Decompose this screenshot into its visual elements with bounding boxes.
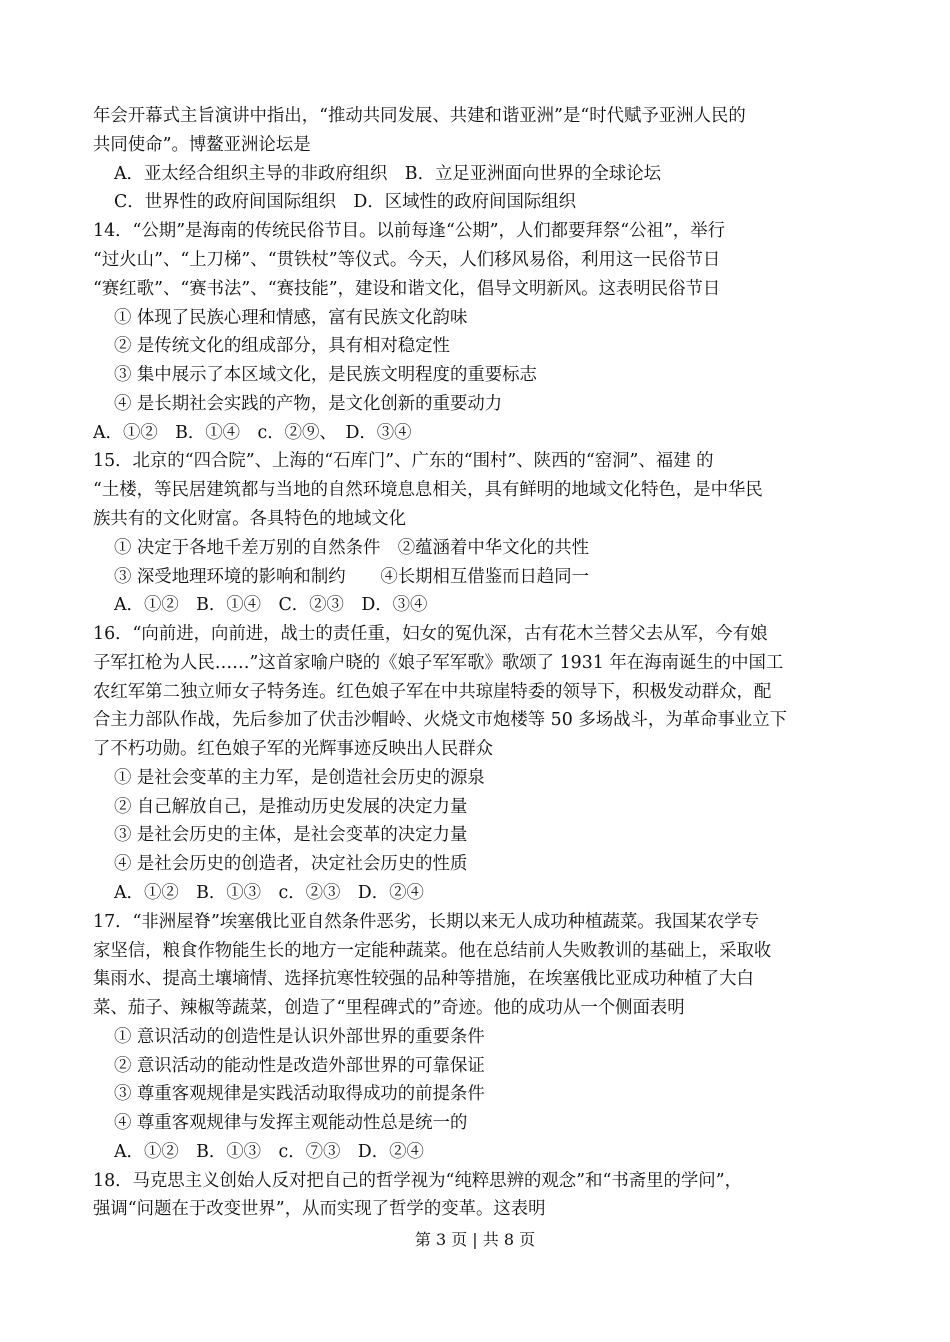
q15-statement: ③ 深受地理环境的影响和制约 ④长期相互借鉴而日趋同一 bbox=[114, 567, 590, 587]
q16-stem-line: 了不朽功勋。红色娘子军的光辉事迹反映出人民群众 bbox=[93, 739, 493, 759]
q14-stem-line: “赛红歌”、“赛书法”、“赛技能”，建设和谐文化，倡导文明新风。这表明民俗节日 bbox=[93, 279, 721, 299]
q15-stem-line: 15．北京的“四合院”、上海的“石库门”、广东的“围村”、陕西的“窑洞”、福建 的 bbox=[93, 451, 714, 471]
q14-statement: ② 是传统文化的组成部分，具有相对稳定性 bbox=[114, 336, 450, 356]
q14-stem-line: 14．“公期”是海南的传统民俗节目。以前每逢“公期”，人们都要拜祭“公祖”，举行 bbox=[93, 221, 725, 241]
q17-stem-line: 集雨水、提高土壤墒情、选择抗寒性较强的品种等措施，在埃塞俄比亚成功种植了大白 bbox=[93, 969, 754, 989]
q16-statement: ④ 是社会历史的创造者，决定社会历史的性质 bbox=[114, 854, 468, 874]
q17-stem-line: 家坚信，粮食作物能生长的地方一定能种蔬菜。他在总结前人失败教训的基础上，采取收 bbox=[93, 941, 772, 961]
q17-stem-line: 菜、茄子、辣椒等蔬菜，创造了“里程碑式的”奇迹。他的成功从一个侧面表明 bbox=[93, 998, 685, 1018]
q14-stem-line: “过火山”、“上刀梯”、“贯铁杖”等仪式。今天，人们移风易俗，利用这一民俗节日 bbox=[93, 250, 721, 270]
page-footer: 第 3 页 | 共 8 页 bbox=[414, 1230, 536, 1249]
q14-statement: ④ 是长期社会实践的产物，是文化创新的重要动力 bbox=[114, 394, 503, 414]
q17-statement: ① 意识活动的创造性是认识外部世界的重要条件 bbox=[114, 1027, 485, 1047]
q18-stem-line: 强调“问题在于改变世界”，从而实现了哲学的变革。这表明 bbox=[93, 1199, 546, 1219]
q16-statement: ① 是社会变革的主力军，是创造社会历史的源泉 bbox=[114, 768, 485, 788]
q13-options-line: A．亚太经合组织主导的非政府组织 B．立足亚洲面向世界的全球论坛 bbox=[114, 164, 662, 184]
q16-stem-line: 农红军第二独立师女子特务连。红色娘子军在中共琼崖特委的领导下，积极发动群众，配 bbox=[93, 682, 772, 702]
q17-statement: ③ 尊重客观规律是实践活动取得成功的前提条件 bbox=[114, 1084, 485, 1104]
q15-statement: ① 决定于各地千差万别的自然条件 ②蕴涵着中华文化的共性 bbox=[114, 538, 590, 558]
q14-statement: ③ 集中展示了本区域文化，是民族文明程度的重要标志 bbox=[114, 365, 537, 385]
q13-stem-line: 年会开幕式主旨演讲中指出，“推动共同发展、共建和谐亚洲”是“时代赋予亚洲人民的 bbox=[93, 106, 746, 126]
q16-options-line: A．①② B．①③ c．②③ D．②④ bbox=[114, 883, 424, 903]
q17-options-line: A．①② B．①③ c．⑦③ D．②④ bbox=[114, 1142, 424, 1162]
q16-stem-line: 子军扛枪为人民……”这首家喻户晓的《娘子军军歌》歌颂了 1931 年在海南诞生的中国工 bbox=[93, 653, 784, 673]
q17-statement: ④ 尊重客观规律与发挥主观能动性总是统一的 bbox=[114, 1113, 468, 1133]
q16-stem-line: 16．“向前进，向前进，战士的责任重，妇女的冤仇深，古有花木兰替父去从军，今有娘 bbox=[93, 624, 768, 644]
q14-statement: ① 体现了民族心理和情感，富有民族文化韵味 bbox=[114, 308, 468, 328]
q18-stem-line: 18．马克思主义创始人反对把自己的哲学视为“纯粹思辨的观念”和“书斋里的学问”， bbox=[93, 1171, 742, 1191]
q17-stem-line: 17．“非洲屋脊”埃塞俄比亚自然条件恶劣，长期以来无人成功种植蔬菜。我国某农学专 bbox=[93, 912, 759, 932]
q16-stem-line: 合主力部队作战，先后参加了伏击沙帽岭、火烧文市炮楼等 50 多场战斗，为革命事业立下 bbox=[93, 710, 788, 730]
q16-statement: ② 自己解放自己，是推动历史发展的决定力量 bbox=[114, 797, 468, 817]
q16-statement: ③ 是社会历史的主体，是社会变革的决定力量 bbox=[114, 825, 468, 845]
q15-options-line: A．①② B．①④ C．②③ D．③④ bbox=[114, 595, 428, 615]
q15-stem-line: 族共有的文化财富。各具特色的地域文化 bbox=[93, 509, 407, 529]
q17-statement: ② 意识活动的能动性是改造外部世界的可靠保证 bbox=[114, 1056, 485, 1076]
q13-stem-line: 共同使命”。博鳌亚洲论坛是 bbox=[93, 135, 311, 155]
q15-stem-line: “土楼，等民居建筑都与当地的自然环境息息相关，具有鲜明的地域文化特色，是中华民 bbox=[93, 480, 763, 500]
q14-options-line: A．①② B．①④ c．②⑨、 D．③④ bbox=[93, 423, 412, 443]
q13-options-line: C．世界性的政府间国际组织 D．区域性的政府间国际组织 bbox=[114, 192, 577, 212]
